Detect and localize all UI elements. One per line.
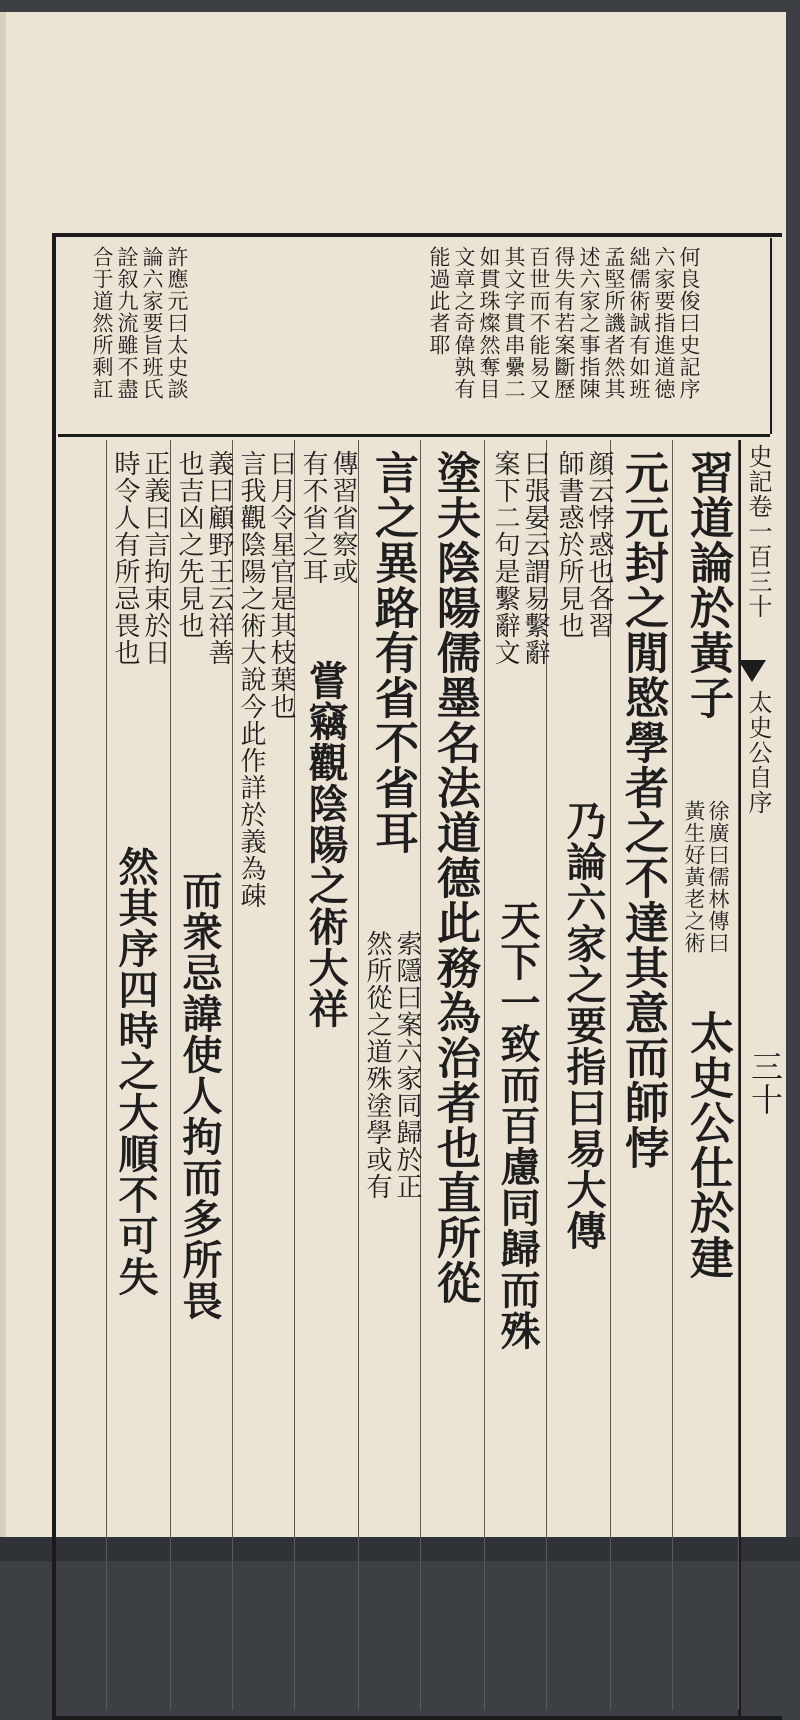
- commentary-text: 顔云悖惑也各習: [584, 450, 614, 639]
- commentary-text: 徐廣曰儒林傳曰: [706, 800, 730, 954]
- commentary-text: 正義曰言拘束於日: [140, 450, 170, 666]
- column-rule: [738, 440, 739, 1710]
- header-note: 絀儒術誠有如班: [627, 246, 651, 400]
- commentary-text: 也吉凶之先見也: [174, 450, 204, 639]
- commentary-text: 曰張晏云謂易繫辭: [520, 450, 550, 666]
- header-note-2: 詮叙九流雖不盡: [115, 246, 139, 400]
- commentary-text: 然所從之道殊塗學或有: [362, 930, 392, 1200]
- main-text: 天下一致而百慮同歸而殊: [494, 900, 541, 1351]
- section-title: 太史公自序: [744, 690, 772, 815]
- header-note: 能過此者耶: [427, 246, 451, 356]
- column-rule: [358, 440, 359, 1710]
- header-note: 述六家之事指陳: [577, 246, 601, 400]
- header-note: 得失有若案斷歷: [552, 246, 576, 400]
- main-text: 嘗竊觀陰陽之術大祥: [302, 660, 349, 1029]
- commentary-text: 索隱曰案六家同歸於正: [392, 930, 422, 1200]
- header-note: 如貫珠燦然奪目: [477, 246, 501, 400]
- main-text: 塗夫陰陽儒墨名法道德此務為治者也直所從: [429, 450, 480, 1305]
- commentary-text: 案下二句是繫辭文: [490, 450, 520, 666]
- header-note: 何良俊曰史記序: [677, 246, 701, 400]
- book-title: 史記卷一百三十: [744, 444, 772, 619]
- header-note: 六家要指進道徳: [652, 246, 676, 400]
- commentary-text: 傳習省察或: [328, 450, 358, 585]
- main-text: 元元封之閒愍學者之不達其意而師悖: [617, 450, 668, 1170]
- page-number: 三十: [746, 1050, 784, 1116]
- main-text: 習道論於黃子: [682, 450, 733, 720]
- header-divider: [770, 238, 772, 434]
- column-rule: [672, 440, 673, 1710]
- commentary-text: 時令人有所忌畏也: [110, 450, 140, 666]
- commentary-text: 有不省之耳: [298, 450, 328, 585]
- main-text: 言之異路有省不省耳: [367, 450, 418, 855]
- column-rule: [484, 440, 485, 1710]
- commentary-text: 義曰顧野王云祥善: [204, 450, 234, 666]
- header-note-2: 許應元曰太史談: [165, 246, 189, 400]
- main-text: 乃論六家之要指曰易大傳: [560, 800, 607, 1251]
- header-note: 文章之奇偉孰有: [452, 246, 476, 400]
- column-rule: [106, 440, 107, 1710]
- header-note: 百世而不能易又: [527, 246, 551, 400]
- header-note-2: 合于道然所剩訌: [90, 246, 114, 400]
- main-text: 太史公仕於建: [682, 1010, 733, 1280]
- commentary-text: 言我觀陰陽之術大說今此作詳於義為疎: [236, 450, 266, 909]
- fish-tail-mark: [738, 660, 766, 682]
- main-text: 然其序四時之大順不可失: [112, 846, 159, 1297]
- header-note: 孟堅所譏者然其: [602, 246, 626, 400]
- header-note-2: 論六家要旨班氏: [140, 246, 164, 400]
- main-text: 而衆忌諱使人拘而多所畏: [176, 870, 223, 1321]
- column-rule: [170, 440, 171, 1710]
- commentary-text: 曰月令星官是其枝葉也: [266, 450, 296, 720]
- commentary-text: 師書惑於所見也: [554, 450, 584, 639]
- header-note: 其文字貫串纍二: [502, 246, 526, 400]
- commentary-text: 黃生好黃老之術: [682, 800, 706, 954]
